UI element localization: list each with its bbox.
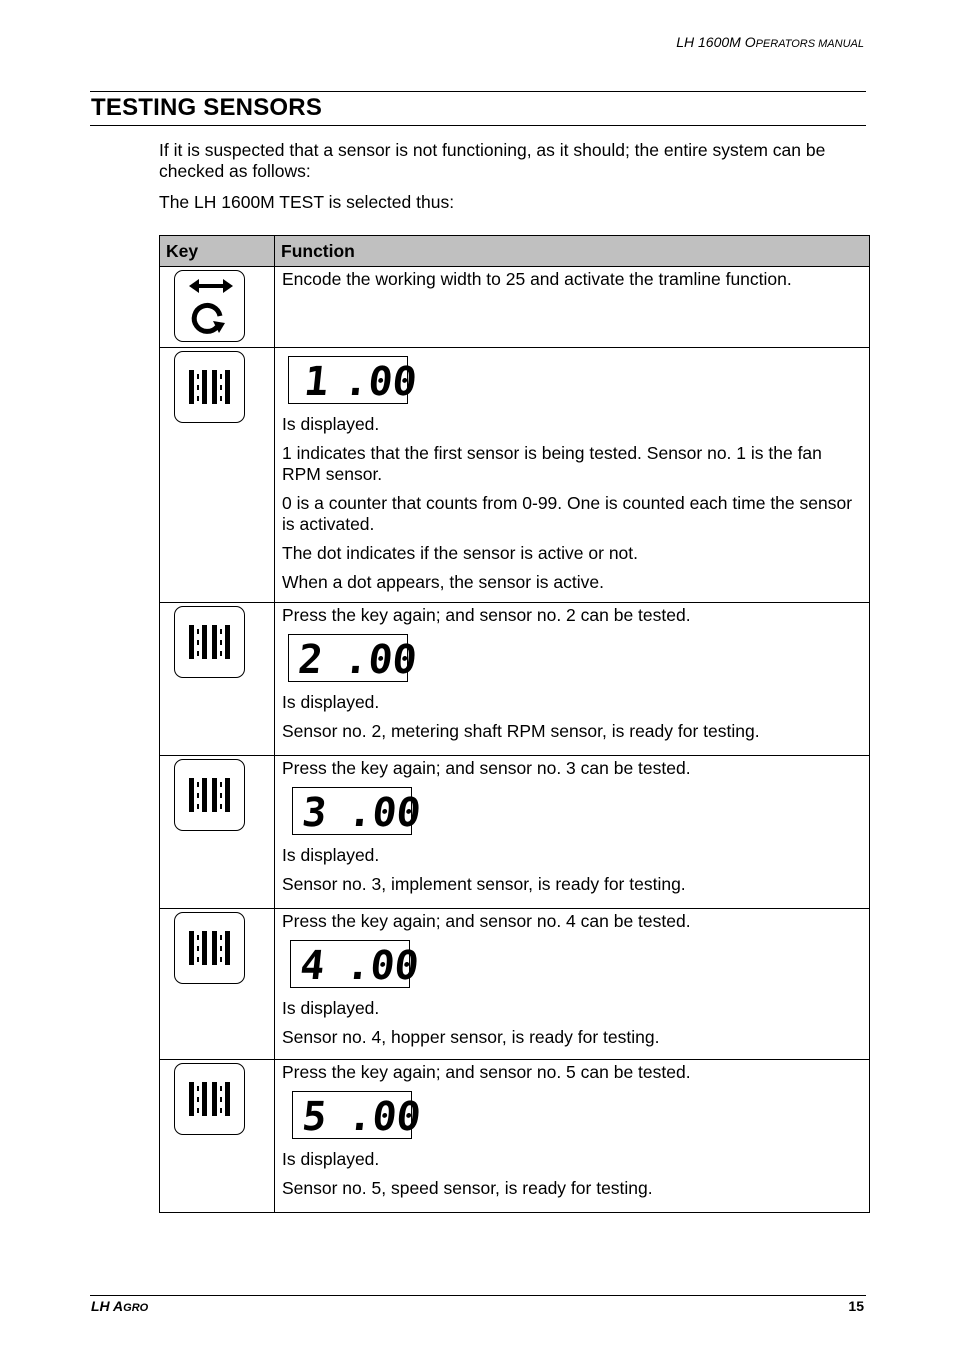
page-number: 15 [848,1298,864,1314]
width-tramline-key-icon[interactable] [174,270,245,342]
function-column-header: Function [275,236,870,267]
table-row [160,267,870,348]
function-text: 0 is a counter that counts from 0-99. One is counted each time the sensor is activated. [282,493,853,534]
lcd-display [292,1091,424,1140]
function-cell [275,1060,870,1213]
function-text: Sensor no. 3, implement sensor, is ready for testing. [282,874,686,894]
function-text: Is displayed. [282,692,380,712]
key-cell [160,1060,275,1213]
function-text: Encode the working width to 25 and activate the tramline function. [282,269,792,289]
key-cell [160,756,275,909]
function-intro: Press the key again; and sensor no. 3 can be tested. [282,758,691,778]
function-intro: Press the key again; and sensor no. 5 can be tested. [282,1062,691,1082]
running-header: LH 1600M OPERATORS MANUAL [676,34,864,50]
lcd-sensor-digit: 3 [299,790,329,836]
function-cell [275,348,870,603]
function-intro: Press the key again; and sensor no. 4 can be tested. [282,911,691,931]
table-row [160,603,870,756]
function-text: Is displayed. [282,845,380,865]
lcd-display [290,940,422,989]
lcd-sensor-digit: 2 [295,637,325,683]
key-cell [160,348,275,603]
lcd-counter-value: .00 [341,637,420,683]
test-key-icon[interactable] [174,606,245,678]
table-row [160,1060,870,1213]
test-key-icon[interactable] [174,912,245,984]
function-text: 1 indicates that the first sensor is being tested. Sensor no. 1 is the fan RPM sensor. [282,443,822,484]
function-cell [275,909,870,1060]
key-cell [160,603,275,756]
footer-brand: LH AGRO [91,1298,149,1314]
function-text: Is displayed. [282,998,380,1018]
title-top-rule [90,91,866,92]
function-cell [275,603,870,756]
lcd-display [288,356,420,405]
table-row [160,756,870,909]
lcd-sensor-digit: 4 [297,943,327,989]
key-column-header: Key [160,236,275,267]
function-cell [275,756,870,909]
function-intro: Press the key again; and sensor no. 2 can be tested. [282,605,691,625]
lcd-sensor-digit: 5 [299,1094,329,1140]
function-text: Is displayed. [282,414,380,434]
lcd-counter-value: .00 [341,359,420,405]
intro-paragraph: If it is suspected that a sensor is not functioning, as it should; the entire system can be checked as follows: [159,140,826,181]
lcd-counter-value: .00 [345,1094,424,1140]
test-key-icon[interactable] [174,759,245,831]
key-cell [160,909,275,1060]
function-cell [275,267,870,348]
key-function-table [159,235,870,1213]
title-bottom-rule [90,125,866,126]
function-text: Sensor no. 5, speed sensor, is ready for testing. [282,1178,653,1198]
lcd-counter-value: .00 [343,943,422,989]
key-cell [160,267,275,348]
test-key-icon[interactable] [174,351,245,423]
lcd-sensor-digit: 1 [301,359,331,405]
table-header-row [160,236,870,267]
function-text: Is displayed. [282,1149,380,1169]
table-row [160,348,870,603]
test-key-icon[interactable] [174,1063,245,1135]
function-text: When a dot appears, the sensor is active. [282,572,604,592]
lcd-counter-value: .00 [345,790,424,836]
section-title: TESTING SENSORS [91,94,323,121]
function-text: Sensor no. 4, hopper sensor, is ready for testing. [282,1027,660,1047]
table-row [160,909,870,1060]
lcd-display [288,634,420,683]
function-text: Sensor no. 2, metering shaft RPM sensor, is ready for testing. [282,721,760,741]
footer-rule [90,1295,866,1296]
function-text: The dot indicates if the sensor is active or not. [282,543,639,563]
lcd-display [292,787,424,836]
intro-selection-line: The LH 1600M TEST is selected thus: [159,192,455,212]
